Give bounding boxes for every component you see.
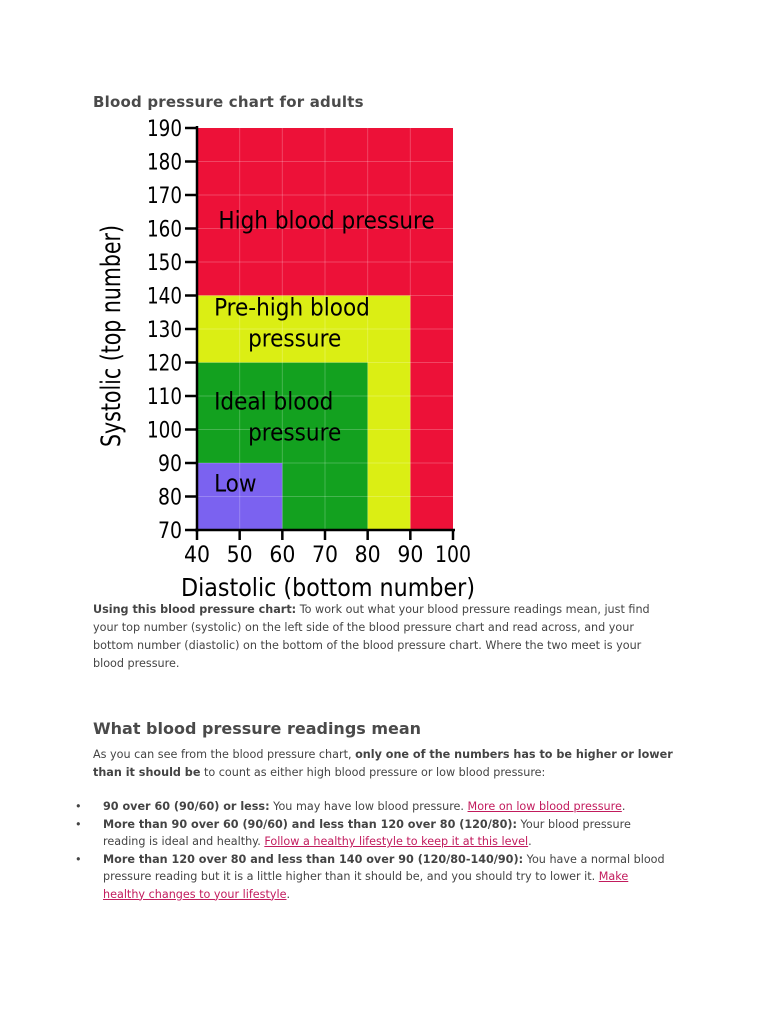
y-tick-label: 90 <box>158 452 182 477</box>
reading-text-end: . <box>528 835 532 848</box>
region-label: pressure <box>248 418 342 447</box>
x-tick-label: 40 <box>184 543 210 568</box>
healthy-lifestyle-link[interactable]: Follow a healthy lifestyle to keep it at this level <box>264 835 529 848</box>
readings-list <box>75 798 673 903</box>
low-blood-pressure-link[interactable]: More on low blood pressure <box>467 800 622 813</box>
list-item <box>75 798 673 816</box>
y-tick-label: 130 <box>147 318 182 343</box>
y-tick-label: 180 <box>147 150 182 176</box>
y-tick-label: 120 <box>147 351 182 377</box>
y-tick-label: 140 <box>147 284 182 310</box>
bullet-marker: • <box>75 800 82 813</box>
y-tick-label: 160 <box>147 217 182 243</box>
region-label: Ideal blood <box>214 387 334 416</box>
reading-text-end: . <box>286 887 291 901</box>
reading-range: 90 over 60 (90/60) or less: <box>103 800 270 813</box>
x-tick-label: 70 <box>312 543 338 568</box>
list-item <box>75 816 673 851</box>
list-item <box>75 851 673 904</box>
y-tick-label: 150 <box>147 251 182 276</box>
x-tick-label: 90 <box>397 543 424 568</box>
region-label: High blood pressure <box>218 206 435 235</box>
intro-text: To work out what your blood pressure readings mean, just find your top number (systolic) on the left side of the blood pressure chart and read across, and your bottom number (diastolic) on the bottom of the blood pressure chart. Where the two meet is your blood pressure. <box>93 603 650 670</box>
document-title: Blood pressure chart for adults <box>93 93 364 111</box>
intro-paragraph <box>93 601 673 673</box>
readings-intro-text-end: to count as either high blood pressure or low blood pressure: <box>200 766 546 779</box>
reading-range: More than 120 over 80 and less than 140 over 90 (120/80-140/90): <box>103 852 524 866</box>
y-tick-label: 100 <box>147 418 182 444</box>
bullet-marker: • <box>75 852 82 866</box>
y-tick-label: 170 <box>147 184 182 209</box>
region-label: Low <box>214 469 257 498</box>
region-label: Pre-high blood <box>214 293 370 322</box>
x-tick-label: 60 <box>269 543 296 568</box>
readings-intro-paragraph <box>93 746 673 782</box>
y-tick-label: 80 <box>158 485 182 511</box>
y-tick-label: 110 <box>147 385 182 410</box>
section-heading: What blood pressure readings mean <box>93 719 422 738</box>
region-label: pressure <box>248 324 342 353</box>
reading-text: You have a normal blood pressure reading but it is a little higher than it should be, and you should try to lower it. <box>103 852 665 883</box>
bullet-marker: • <box>75 817 82 831</box>
x-tick-label: 80 <box>354 543 381 568</box>
reading-text: Your blood pressure reading is ideal and healthy. <box>103 817 631 848</box>
reading-text: You may have low blood pressure. <box>269 800 468 813</box>
x-tick-label: 100 <box>435 543 471 568</box>
readings-intro-text: As you can see from the blood pressure chart, <box>93 748 356 761</box>
intro-bold: Using this blood pressure chart: <box>93 603 297 616</box>
reading-range: More than 90 over 60 (90/60) and less than 120 over 80 (120/80): <box>103 817 517 831</box>
readings-intro-bold: only one of the numbers has to be higher or lower than it should be <box>93 748 673 779</box>
reading-text-end: . <box>621 800 626 813</box>
y-tick-label: 70 <box>158 519 182 544</box>
y-tick-label: 190 <box>147 117 182 142</box>
y-axis-label: Systolic (top number) <box>96 184 127 447</box>
x-axis-label: Diastolic (bottom number) <box>181 573 475 600</box>
lifestyle-changes-link[interactable]: Make healthy changes to your lifestyle <box>103 870 629 901</box>
x-tick-label: 50 <box>226 543 253 568</box>
